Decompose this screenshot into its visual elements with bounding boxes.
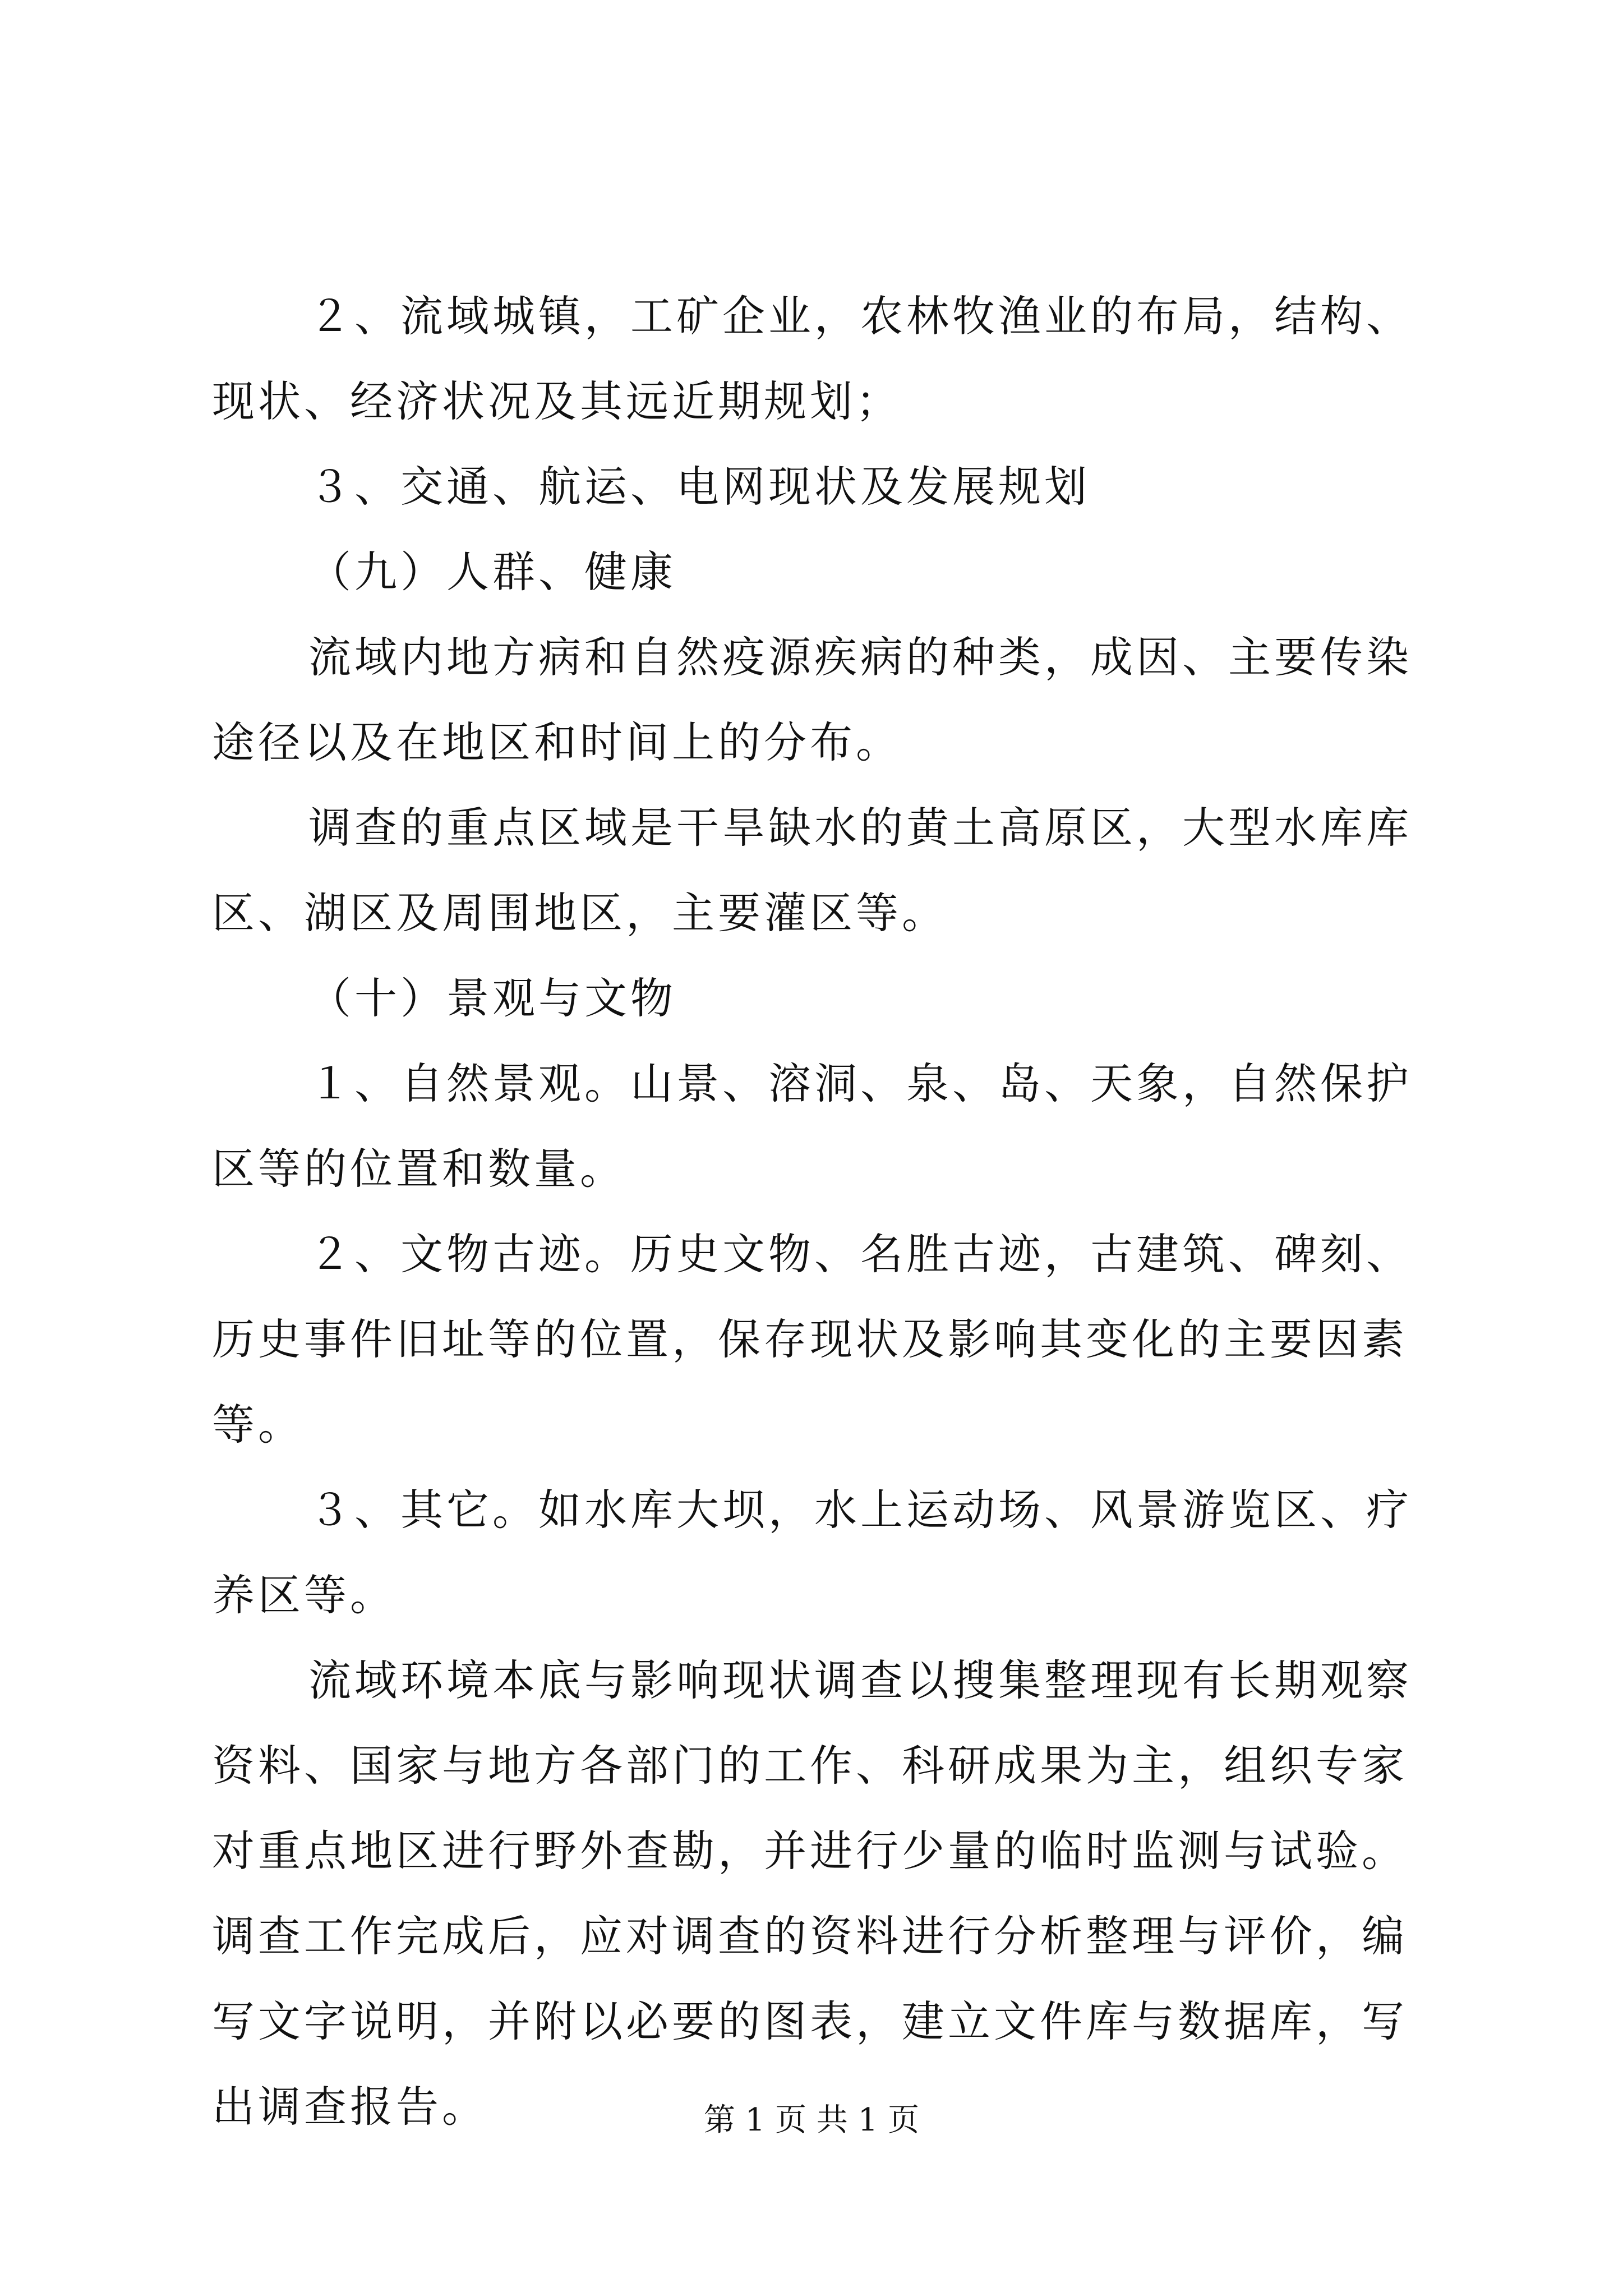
heading-population-health: （九）人群、健康 xyxy=(308,547,676,597)
page-footer: 第 1 页 共 1 页 xyxy=(703,2102,920,2138)
document-body xyxy=(212,274,1418,2150)
paragraph-natural-landscape: １、自然景观。山景、溶洞、泉、岛、天象，自然保护区等的位置和数量。 xyxy=(212,1059,1412,1194)
paragraph-urban-industry: ２、流域城镇，工矿企业，农林牧渔业的布局，结构、现状、经济状况及其远近期规划； xyxy=(212,291,1412,426)
paragraph-transport: ３、交通、航运、电网现状及发展规划 xyxy=(308,462,1090,512)
paragraph-survey-method: 流域环境本底与影响现状调查以搜集整理现有长期观察资料、国家与地方各部门的工作、科研成果为主，组织专家对重点地区进行野外查勘，并进行少量的临时监测与试验。调查工作完成后，应对调查的资料进行分析整理与评价，编写文字说明，并附以必要的图表，建立文件库与数据库，写出调查报告。 xyxy=(212,1655,1412,2132)
paragraph-other: ３、其它。如水库大坝，水上运动场、风景游览区、疗养区等。 xyxy=(212,1485,1412,1620)
heading-landscape-relics: （十）景观与文物 xyxy=(308,973,676,1023)
paragraph-key-regions: 调查的重点区域是干旱缺水的黄土高原区，大型水库库区、湖区及周围地区，主要灌区等。 xyxy=(212,803,1412,938)
paragraph-endemic-disease: 流域内地方病和自然疫源疾病的种类，成因、主要传染途径以及在地区和时间上的分布。 xyxy=(212,632,1412,767)
paragraph-cultural-relics: ２、文物古迹。历史文物、名胜古迹，古建筑、碑刻、历史事件旧址等的位置，保存现状及影响其变化的主要因素等。 xyxy=(212,1229,1412,1450)
